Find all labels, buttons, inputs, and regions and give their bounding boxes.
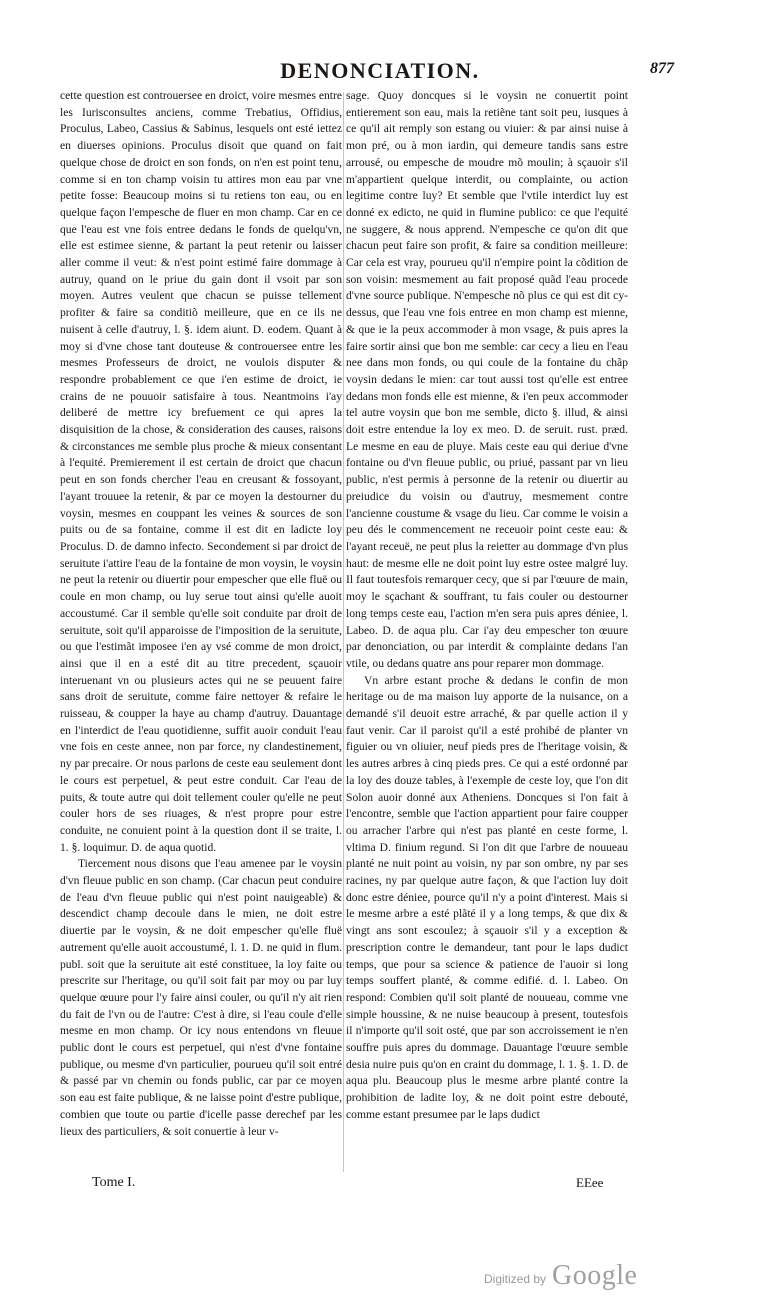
right-paragraph-1: sage. Quoy doncques si le voysin ne conuertit point entierement son eau, mais la retiẽne tant soit peu, iusques à ce qu'il ait remply son estang ou viuier: & par ainsi nuise à mon pré, ou à mon iardin, qui demeure tandis sans estre arrousé, ou empesche de moudre mõ moulin; à sçauoir s'il m'appartient quelque interdit, ou complainte, ou action legitime contre luy? Et semble que l'vtile interdict luy est donné ex edicto, ne quid in flumine publico: ce que l'equité ne suggere, & nous apprend. N'empesche ce qu'on dit que chacun peut faire son profit, & faire sa condition meilleure: Car cela est vray, pourueu qu'il n'empire point la cõdition de son voisin: mesmement au fait proposé quãd l'eau procede d'vne source publique. N'empesche nõ plus ce qui est dit cy-dessus, que l'eau vne fois entree en mon champ est mienne, & que ie la peux accommoder à mon vsage, & puis apres la faire sortir ainsi que bon me semble: car cecy a lieu en l'eau nee dans mon fonds, ou qui coule de la fontaine du chãp voysin dedans le mien: car tout aussi tost qu'elle est entree dedans mon fonds elle est mienne, & i'en peux accommoder tel autre voysin que bon me semble, dicto §. illud, & ainsi doit estre entendue la loy ex meo. D. de seruit. rust. præd. Le mesme en eau de pluye. Mais ceste eau qui deriue d'vne fontaine ou d'vn fleuue public, ou priué, passant par vn lieu public, n'est permis à personne de la retenir ou diuertir au preiudice du voisin ou d'autruy, mesmement contre l'ancienne coustume & vsage du lieu. Car comme le voisin a peu dés le commencement ne receuoir point ceste eau: & l'ayant receuë, ne peut plus la reietter au dommage d'vn plus haut: de mesme elle ne doit point luy estre ostee malgré luy. Il faut toutesfois remarquer cecy, que si par l'œuure de main, moy le sçachant & souffrant, tu fais couler ou destourner long temps ceste eau, l'action m'en sera puis apres déniee, l. Labeo. D. de aqua plu. Car i'ay deu empescher ton œuure par denonciation, ou par interdit & complainte dedans l'an vtile, ou dedans quatre ans pour reparer mon dommage.: [346, 89, 628, 670]
right-paragraph-2: Vn arbre estant proche & dedans le confin de mon heritage ou de ma maison luy apporte de la nuisance, on a demandé s'il deuoit estre arraché, & par quelle action il y faut venir. Car il paroist qu'il a esté prohibé de planter vn figuier ou vn oliuier, neuf pieds pres de l'heritage voisin, & les autres arbres à cinq pieds pres. Ce qui a esté ordonné par la loy des douze tables, à l'exemple de ceste loy, que l'on dit Solon auoir donné aux Atheniens. Doncques si l'on fait à l'encontre, semble que l'action appartient pour faire coupper ou arracher l'arbre qui n'est pas planté en ceste forme, l. vltima D. finium regund. Si l'on dit que l'arbre de nouueau planté ne nuit point au voisin, ny par son ombre, ny par ses racines, ny par quelque autre façon, & que l'action luy doit donc estre déniee, pource qu'il n'y a point d'interest. Mais si le mesme arbre a esté plãté il y a long temps, & que dix & vingt ans sont escoulez; à sçauoir s'il y a exception & prescription contre le demandeur, tant pour le laps dudict temps, que pour sa science & patience de l'auoir si long temps souffert planté, & comme edifié. d. l. Labeo. On respond: Combien qu'il soit planté de nouueau, comme vne simple houssine, & ne nuise beaucoup à present, toutesfois il n'importe qu'il soit osté, que par son accroissement ie n'en souffre puis apres du dommage. Dauantage l'œuure semble desia nuire puis qu'on en craint du dommage, l. 1. §. 1. D. de aqua plu. Beaucoup plus le mesme arbre planté contre la prohibition de ladite loy, & ne doit point estre debouté, comme estant presumee par le laps dudict: [346, 673, 628, 1121]
right-column: [346, 88, 628, 1124]
page-number: 877: [650, 60, 674, 77]
left-column: [60, 88, 342, 1140]
column-divider: [343, 92, 344, 1172]
digitization-watermark: [484, 1260, 744, 1292]
volume-label: Tome I.: [92, 1175, 136, 1190]
signature-mark: EEee: [576, 1175, 604, 1190]
watermark-prefix: Digitized by: [484, 1272, 547, 1286]
running-head-title: DENONCIATION.: [280, 58, 480, 83]
left-paragraph-2: Tiercement nous disons que l'eau amenee par le voysin d'vn fleuue public en son champ. (Car chacun peut conduire de l'eau d'vn fleuue public qui n'est point nauigeable) & descendict champ decoule dans le mien, ne doit estre diuertie par le voysin, & ne doit empescher qu'elle fluë autrement qu'elle auoit accoustumé, l. 1. D. ne quid in flum. publ. soit que la seruitute ait esté constituee, la loy faite ou prescrite sur l'heritage, ou qu'il soit fait par moy ou par luy quelque œuure pour l'y faire ainsi couler, ou qu'il n'y ait rien du fait de l'vn ou de l'autre: C'est à dire, si l'eau coule d'elle mesme en mon champ. Or icy nous entendons vn fleuue public dont le cours est perpetuel, qui n'est d'vne fontaine publique, ou mesme d'vn particulier, pourueu qu'il soit entré & passé par vn chemin ou fonds public, car par ce moyen son eau est faite publique, & ne laisse point d'estre publique, combien que toute ou partie d'icelle passe derechef par les lieux des particuliers, & soit conuertie à leur v-: [60, 857, 342, 1138]
left-paragraph-1: cette question est controuersee en droict, voire mesmes entre les Iurisconsultes anciens, comme Trebatius, Offidius, Proculus, Labeo, Cassius & Sabinus, lesquels ont esté iettez en diuerses opinions. Proculus disoit que quand on fait quelque chose de droict en son fonds, on n'en est point tenu, comme si en ton champ voisin tu attires mon eau par vne petite fosse: Beaucoup moins si tu retiens ton eau, ou en quelque façon l'empesche de fluer en mon champ. Car en ce que l'eau est vne fois entree dedans le fonds de quelqu'vn, elle est estimee sienne, & partant la peut retenir ou laisser aller comme il veut: & n'est point estimé faire dommage à autruy, quand on le priue du gain dont il vsoit par son moyen. Autres veulent que chacun se puisse tellement profiter & faire sa conditiõ meilleure, que en ce ils ne nuisent à celle d'autruy, l. §. idem aiunt. D. eodem. Quant à moy si d'vne chose tant douteuse & controuersee entre les mesmes Professeurs de droict, ne voulois disputer & respondre probablement ce que i'en estime de droict, ie crains de ne pouuoir satisfaire à tous. Neantmoins i'ay deliberé de mettre icy brefuement ce qui apres la disquisition de la chose, & consideration des causes, raisons & circonstances me semble plus proche & mieux consentant à l'equité. Premierement il est certain de droict que chacun peut en son fonds chercher l'eau en creusant & fossoyant, l'ayant trouuee la retenir, & par ce moyen la destourner du voysin, mesmes en couppant les veines & sources de son puits ou de sa fontaine, comme il est dit en ladicte loy Proculus. D. de damno infecto. Secondement si par droict de seruitute i'attire l'eau de la fontaine de mon voysin, le voysin ne peut la retenir ou diuertir pour empescher que elle fluë ou coule en mon champ, ou luy serue tout ainsi qu'elle auoit accoustumé. Car il semble qu'elle soit conduite par droit de seruitute, soit qu'il apparoisse de l'imposition de la seruitute, ou que l'estimãt imposee i'en ay vsé comme de mon droict, ainsi que il en a esté dit au titre precedent, sçauoir interuenant vn ou plusieurs actes qui ne se peuuent faire sans droit de seruitute, comme faire nettoyer & refaire le ruisseau, & coupper la haye au champ d'autruy. Dauantage en l'interdict de l'eau quotidienne, suffit auoir conduit l'eau vne fois en ceste annee, non par force, ny clandestinement, ny par precaire. Or nous parlons de ceste eau seulement dont le cours est perpetuel, & peut estre conduit. Car l'eau de puits, & toute autre qui doit tellement couler qu'elle ne peut couler hors de ses riuages, & n'est propre pour estre conduite, ne conuient point à la question dont il se traite, l. 1. §. loquimur. D. de aqua quotid.: [60, 89, 342, 854]
google-logo-icon: Google: [552, 1260, 638, 1291]
